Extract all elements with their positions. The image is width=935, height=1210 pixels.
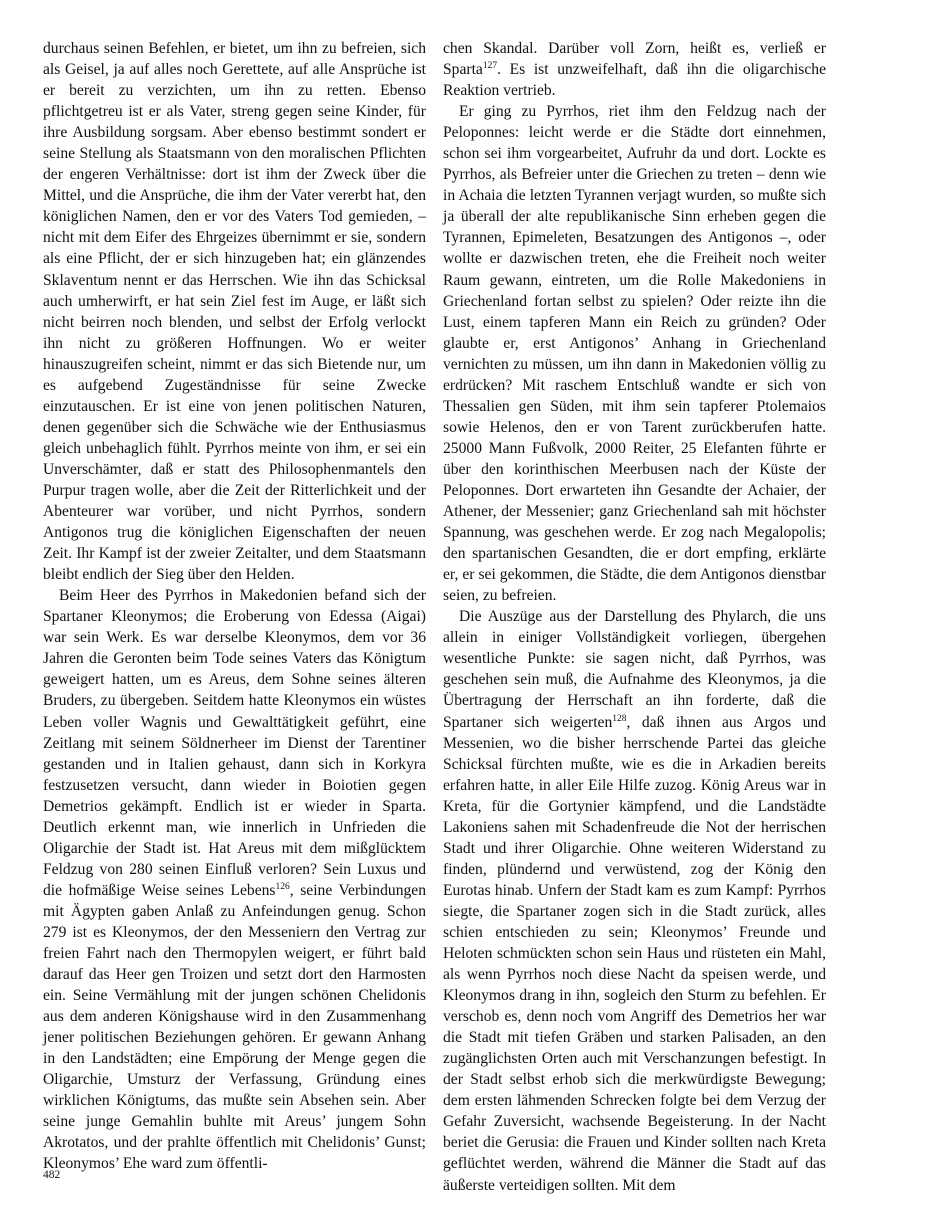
paragraph: [443, 38, 826, 101]
paragraph-text: Beim Heer des Pyrrhos in Makedonien befand sich der Spartaner Kleonymos; die Eroberung von Edessa (Aigai) war sein Werk. Es war derselbe Kleonymos, dem vor 36 Jahren die Geronten beim Tode seines Vaters das Königtum geweigert hatten, um es Areus, dem Sohne seines älteren Bruders, zu übergeben. Seitdem hatte Kleonymos ein wüstes Leben voller Wagnis und Gewalttätigkeit geführt, eine Zeitlang mit seinem Söldnerheer im Dienst der Tarentiner gestanden und in Italien gehaust, dann sich in Korkyra festzusetzen versucht, dann wieder in Boiotien gegen Demetrios gekämpft. Endlich ist er wieder in Sparta. Deutlich erkennt man, wie innerlich in Unfrieden die Oligarchie der Stadt ist. Hat Areus mit dem mißglücktem Feldzug von 280 seinen Einfluß verloren? Sein Luxus und die hofmäßige Weise seines Lebens: [43, 587, 426, 899]
paragraph-text: Die Auszüge aus der Darstellung des Phylarch, die uns allein in einiger Vollständigkeit vorliegen, übergehen wesentliche Punkte: sie sagen nicht, daß Pyrrhos, was geschehen sein muß, die Aufnahme des Kleonymos, ja die Übertragung der Herrschaft an ihn forderte, daß die Spartaner sich weigerten: [443, 608, 826, 731]
right-column: [443, 38, 826, 1196]
paragraph-text: Er ging zu Pyrrhos, riet ihm den Feldzug nach der Peloponnes: leicht werde er die Städte dort einnehmen, schon sei ihm vorgearbeitet, Aufruhr da und dort. Lockte es Pyrrhos, als Befreier unter die Griechen zu treten – denn wie in Achaia die letzten Tyrannen verjagt wurden, so mußte sich ja überall der alte republikanische Sinn erheben gegen die Tyrannen, Epimeleten, Besatzungen des Antigonos –, oder wollte er dazwischen treten, ehe die Freiheit noch weiter Raum gewann, eintreten, um die Rolle Makedoniens in Griechenland fortan selbst zu spielen? Oder reizte ihn die Lust, einem tapferen Mann ein Reich zu gründen? Oder glaubte er, erst Antigonos’ Anhang in Griechenland vernichten zu müssen, um ihn dann in Makedonien völlig zu erdrücken? Mit raschem Entschluß wandte er sich von Thessalien gen Süden, mit ihm sein tapferer Ptolemaios sowie Helenos, den er von Tarent zurückberufen hatte. 25000 Mann Fußvolk, 2000 Reiter, 25 Elefanten führte er über den korinthischen Meerbusen nach der Küste der Peloponnes. Dort erwarteten ihn Gesandte der Achaier, der Athener, der Messenier; ganz Griechenland sah mit höchster Spannung, was geschehen werde. Er zog nach Megalopolis; den spartanischen Gesandten, die er dort empfing, erklärte er, er sei gekommen, die Städte, die dem Antigonos dienstbar seien, zu befreien.: [443, 103, 826, 605]
paragraph-text: , daß ihnen aus Argos und Messenien, wo die bisher herrschende Partei das gleiche Schicksal fürchten mußte, wie es die in Arkadien bereits erfahren hatte, in aller Eile Hilfe zuzog. König Areus war in Kreta, für die Gortynier kämpfend, und die Landstädte Lakoniens sahen mit Schadenfreude die Not der herrischen Stadt und ihrer Oligarchie. Ohne weiteren Widerstand zu finden, plündernd und verwüstend, zog der König den Eurotas hinab. Unfern der Stadt kam es zum Kampf: Pyrrhos siegte, die Spartaner zogen sich in die Stadt zurück, alles schien entschieden zu sein; Kleonymos’ Freunde und Heloten schmückten schon sein Haus und rüsteten ein Mahl, als wenn Pyrrhos noch diese Nacht da speisen werde, und Kleonymos drang in ihn, sogleich den Sturm zu befehlen. Er verschob es, denn noch vom Angriff des Demetrios her war die Stadt mit tiefen Gräben und starken Palisaden, an den zugänglichsten Orten auch mit Verschanzungen befestigt. In der Stadt selbst erhob sich die merkwürdigste Bewegung; dem ersten lähmenden Schrecken folgte bei dem Verzug der Gefahr Zuversicht, wachsende Begeisterung. In der Nacht beriet die Gerusia: die Frauen und Kinder sollten nach Kreta geflüchtet werden, während die Männer die Stadt auf das äußerste verteidigen sollten. Mit dem: [443, 713, 827, 1194]
paragraph: [443, 101, 826, 606]
footnote-ref[interactable]: 127: [482, 61, 498, 72]
paragraph-text: chen Skandal. Darüber voll Zorn, heißt es, verließ er Sparta: [443, 40, 826, 79]
paragraph: [443, 606, 826, 1195]
left-column: [43, 38, 426, 1175]
footnote-ref[interactable]: 128: [612, 713, 627, 724]
paragraph-text: , seine Verbindungen mit Ägypten gaben Anlaß zu Anfeindungen genug. Schon 279 ist es Kleonymos, der den Messeniern den Vertrag zur freien Fahrt nach den Thermopylen weigert, er führt bald darauf das Heer gen Troizen und setzt dort den Harmosten ein. Seine Vermählung mit der jungen schönen Chelidonis aus dem anderen Königshause wird in den Zusammenhang jener politischen Beziehungen gehören. Er gewann Anhang in den Landstädten; eine Empörung der Menge gegen die Oligarchie, Umsturz der Verfassung, Gründung eines wirklichen Königtums, das mußte sein Absehen sein. Aber seine junge Gemahlin buhlte mit Areus’ jungem Sohn Akrotatos, und der prahlte öffentlich mit Chelidonis’ Gunst; Kleonymos’ Ehe ward zum öffentli-: [43, 881, 426, 1173]
paragraph-text: . Es ist unzweifelhaft, daß ihn die oligarchische Reaktion vertrieb.: [443, 61, 826, 100]
footnote-ref[interactable]: 126: [275, 881, 290, 892]
paragraph: [43, 585, 426, 1174]
page-number: 482: [43, 1169, 61, 1181]
paragraph-text: durchaus seinen Befehlen, er bietet, um ihn zu befreien, sich als Geisel, ja auf alles noch Gerettete, auf alle Ansprüche ist er bereit zu verzichten, um ihn zu retten. Ebenso pflichtgetreu ist er als Vater, streng gegen seine Kinder, für ihre Ausbildung sorgsam. Aber ebenso bestimmt sondert er seine Stellung als Staatsmann von den moralischen Pflichten der engeren Verhältnisse: dort ist ihm der Zweck über die Mittel, und die Ansprüche, die ihm der Vater vererbt hat, den königlichen Namen, den er vor des Vaters Tod gemieden, – nicht mit dem Eifer des Ehrgeizes übernimmt er sie, sondern als eine Pflicht, der er sich hinzugeben hat; ein glänzendes Sklaventum nennt er das Herrschen. Wie ihn das Schicksal auch umherwirft, er hat sein Ziel fest im Auge, er läßt sich nicht beirren noch blenden, und selbst der Erfolg verlockt ihn nicht zu größeren Hoffnungen. Wo er weiter hinauszugreifen scheint, nimmt er das sich Bietende nur, um es aufgebend Zugeständnisse für seine Zwecke einzutauschen. Er ist eine von jenen politischen Naturen, denen gegenüber sich die Schwäche wie der Enthusiasmus gleich unbehaglich fühlt. Pyrrhos meinte von ihm, er sei ein Unverschämter, daß er statt des Philosophenmantels den Purpur tragen wolle, aber die Zeit der Ritterlichkeit und der Abenteurer war vorüber, und nicht Pyrrhos, sondern Antigonos trug die königlichen Eigenschaften der neuen Zeit. Ihr Kampf ist der zweier Zeitalter, und dem Staatsmann bleibt endlich der Sieg über den Helden.: [43, 40, 426, 584]
paragraph: [43, 38, 426, 585]
